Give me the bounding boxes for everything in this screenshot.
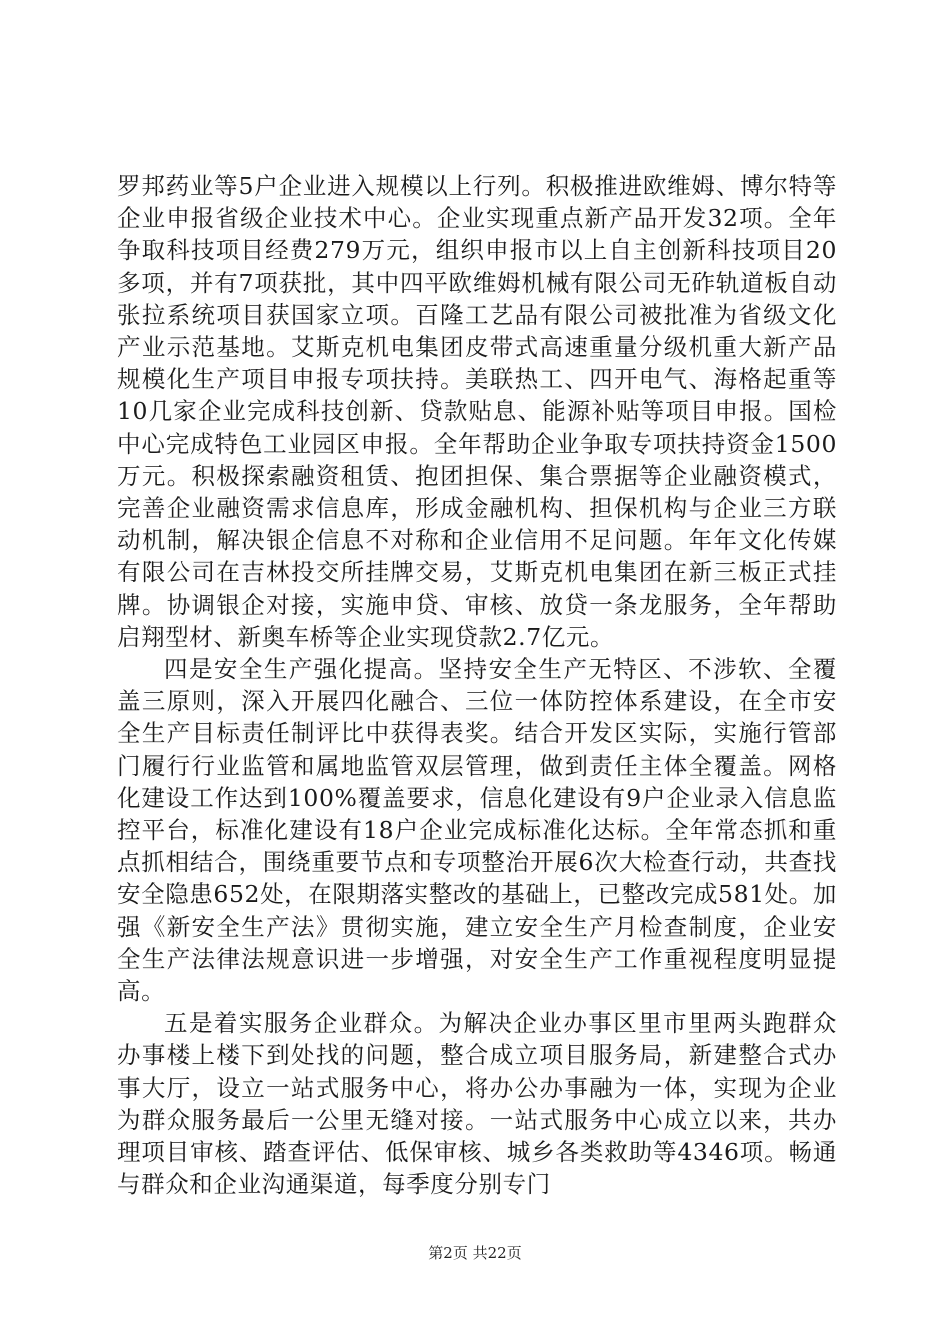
paragraph-1: 罗邦药业等5户企业进入规模以上行列。积极推进欧维姆、博尔特等企业申报省级企业技术中心。企业实现重点新产品开发32项。全年争取科技项目经费279万元，组织申报市以上自主创新科技项目20多项，并有7项获批，其中四平欧维姆机械有限公司无砟轨道板自动张拉系统项目获国家立项。百隆工艺品有限公司被批准为省级文化产业示范基地。艾斯克机电集团皮带式高速重量分级机重大新产品规模化生产项目申报专项扶持。美联热工、四开电气、海格起重等10几家企业完成科技创新、贷款贴息、能源补贴等项目申报。国检中心完成特色工业园区申报。全年帮助企业争取专项扶持资金1500万元。积极探索融资租赁、抱团担保、集合票据等企业融资模式，完善企业融资需求信息库，形成金融机构、担保机构与企业三方联动机制，解决银企信息不对称和企业信用不足问题。年年文化传媒有限公司在吉林投交所挂牌交易，艾斯克机电集团在新三板正式挂牌。协调银企对接，实施申贷、审核、放贷一条龙服务，全年帮助启翔型材、新奥车桥等企业实现贷款2.7亿元。 — [117, 172, 837, 651]
paragraph-2: 四是安全生产强化提高。坚持安全生产无特区、不涉软、全覆盖三原则，深入开展四化融合、三位一体防控体系建设，在全市安全生产目标责任制评比中获得表奖。结合开发区实际，实施行管部门履行行业监管和属地监管双层管理，做到责任主体全覆盖。网格化建设工作达到100%覆盖要求，信息化建设有9户企业录入信息监控平台，标准化建设有18户企业完成标准化达标。全年常态抓和重点抓相结合，围绕重要节点和专项整治开展6次大检查行动，共查找安全隐患652处，在限期落实整改的基础上，已整改完成581处。加强《新安全生产法》贯彻实施，建立安全生产月检查制度，企业安全生产法律法规意识进一步增强，对安全生产工作重视程度明显提高。 — [117, 655, 837, 1006]
page-footer: 第2页 共22页 — [428, 1244, 522, 1262]
paragraph-3: 五是着实服务企业群众。为解决企业办事区里市里两头跑群众办事楼上楼下到处找的问题，整合成立项目服务局，新建整合式办事大厅，设立一站式服务中心，将办公办事融为一体，实现为企业为群众服务最后一公里无缝对接。一站式服务中心成立以来，共办理项目审核、踏查评估、低保审核、城乡各类救助等4346项。畅通与群众和企业沟通渠道，每季度分别专门 — [117, 1009, 837, 1199]
document-body — [117, 170, 837, 1201]
